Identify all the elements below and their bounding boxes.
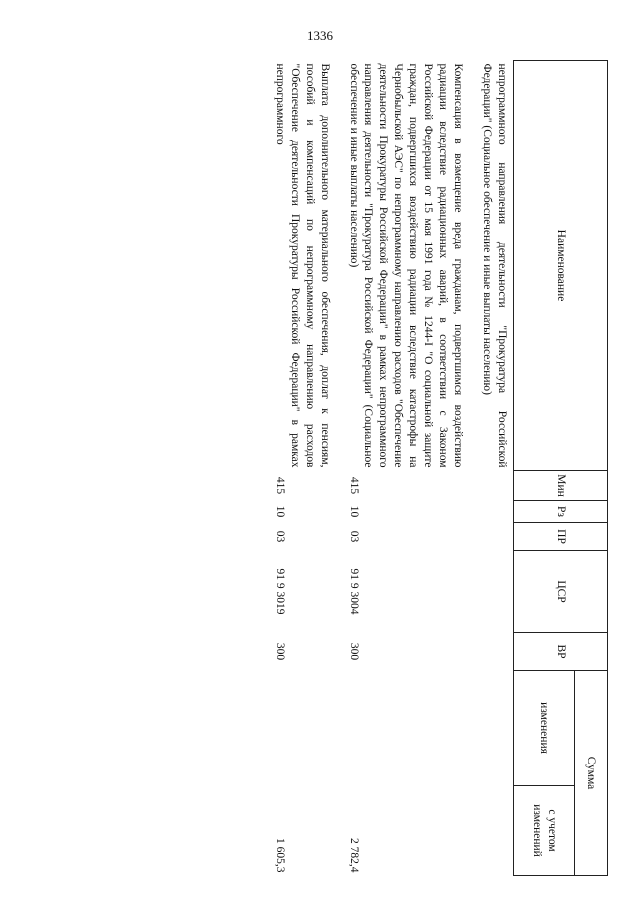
row-pr: 03 <box>347 530 360 543</box>
row-pr <box>469 523 513 551</box>
rotated-page <box>68 60 608 875</box>
budget-document <box>68 60 608 875</box>
header-rz: Рз <box>514 501 608 523</box>
row-name: непрограммного направления деятельности "Прокуратура Российской Федерации" (Социальное обеспечение и иные выплаты населению) <box>481 63 508 468</box>
page-number: 1336 <box>307 28 333 43</box>
header-min: Мин <box>514 471 608 501</box>
header-pr: ПР <box>514 523 608 551</box>
row-changes <box>469 671 513 786</box>
table-row <box>469 61 513 876</box>
header-with-changes: с учетом изменений <box>514 786 575 876</box>
row-total: 1 605,3 <box>273 838 286 873</box>
row-total <box>469 786 513 876</box>
table-row <box>336 61 470 876</box>
row-vr: 300 <box>347 642 360 661</box>
table-header <box>514 61 608 876</box>
table-body <box>262 61 514 876</box>
header-name: Наименование <box>514 61 608 471</box>
table-row <box>262 61 336 876</box>
row-csr <box>469 551 513 633</box>
row-total: 2 782,4 <box>347 838 360 873</box>
row-min: 415 <box>273 476 286 495</box>
row-name: Выплата дополнительного материального обеспечения, доплат к пенсиям, пособий и компенсаций по непрограммному направлению расходов "Обеспечение деятельности Прокуратуры Российской Федерации" в рамках непрограммного <box>273 63 331 468</box>
row-rz <box>469 501 513 523</box>
row-changes <box>262 671 336 786</box>
header-csr: ЦСР <box>514 551 608 633</box>
row-csr: 91 9 3004 <box>347 568 360 615</box>
row-vr <box>469 633 513 671</box>
row-vr: 300 <box>273 642 286 661</box>
row-pr: 03 <box>273 530 286 543</box>
row-name: Компенсация в возмещение вреда гражданам, подвергшимся воздействию радиации вследствие радиационных аварий, в соответствии с Законом Российской Федерации от 15 мая 1991 года № 1244-I "О социальной защите граждан, подвергшихся воздействию радиации вследствие катастрофы на Чернобыльской АЭС" по непрограммному направлению расходов "Обеспечение деятельности Прокуратуры Российской Федерации" в рамках непрограммного направления деятельности "Прокуратура Российской Федерации" (Социальное обеспечение и иные выплаты населению) <box>347 63 465 468</box>
row-changes <box>336 671 470 786</box>
budget-table <box>262 60 608 876</box>
header-vr: ВР <box>514 633 608 671</box>
header-sum: Сумма <box>575 671 608 876</box>
header-changes: изменения <box>514 671 575 786</box>
row-min: 415 <box>347 476 360 495</box>
row-csr: 91 9 3019 <box>273 568 286 615</box>
row-rz: 10 <box>273 505 286 518</box>
row-min <box>469 471 513 501</box>
row-rz: 10 <box>347 505 360 518</box>
